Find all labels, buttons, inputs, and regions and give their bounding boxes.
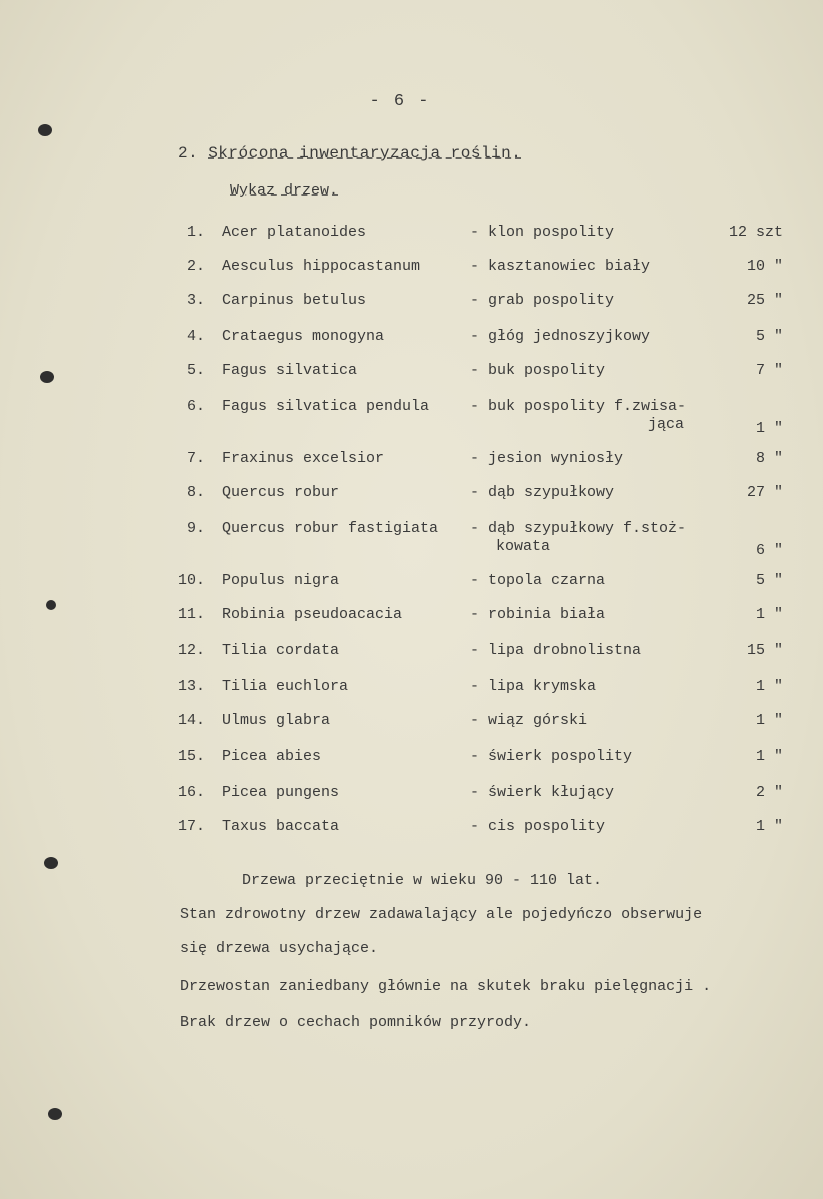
section-heading [178,144,521,162]
tree-count: 12 szt [728,224,783,241]
tree-row [0,678,823,702]
tree-latin-name: Fagus silvatica pendula [222,398,430,415]
tree-polish-name: - kasztanowiec biały [470,258,651,275]
tree-row [0,712,823,736]
tree-latin-name: Tilia euchlora [222,678,349,695]
tree-count: 1 " [755,818,783,835]
tree-row [0,398,823,437]
tree-polish-name: - wiąz górski [470,712,588,729]
tree-count: 10 " [746,258,783,275]
tree-count: 1 " [755,748,783,765]
subsection-title: Wykaz drzew. [230,182,339,199]
tree-number: 15. [177,748,205,765]
tree-count: 1 " [755,420,783,437]
tree-row [0,784,823,808]
tree-count: 27 " [746,484,783,501]
tree-number: 12. [177,642,205,659]
tree-count: 5 " [755,572,783,589]
tree-latin-name: Quercus robur [222,484,340,501]
tree-count: 1 " [755,712,783,729]
tree-polish-name: - głóg jednoszyjkowy [470,328,651,345]
tree-latin-name: Aesculus hippocastanum [222,258,421,275]
tree-latin-name: Fagus silvatica [222,362,358,379]
tree-count: 8 " [755,450,783,467]
tree-number: 6. [186,398,205,415]
tree-number: 10. [177,572,205,589]
tree-row [0,362,823,386]
tree-polish-name-continued: kowata [496,538,551,555]
tree-row [0,572,823,596]
tree-polish-name: - grab pospolity [470,292,615,309]
tree-number: 17. [177,818,205,835]
tree-number: 9. [186,520,205,537]
tree-row [0,818,823,842]
note-line: Drzewostan zaniedbany głównie na skutek braku pielęgnacji . [180,978,712,995]
section-title: Skrócona inwentaryzacja roślin. [208,144,522,162]
tree-polish-name: - lipa krymska [470,678,597,695]
tree-polish-name: - topola czarna [470,572,606,589]
tree-count: 15 " [746,642,783,659]
note-line: się drzewa usychające. [180,940,379,957]
tree-row [0,450,823,474]
tree-polish-name: - jesion wyniosły [470,450,624,467]
tree-latin-name: Fraxinus excelsior [222,450,385,467]
tree-number: 1. [186,224,205,241]
tree-count: 1 " [755,606,783,623]
punch-hole-mark [38,124,52,136]
tree-number: 5. [186,362,205,379]
tree-polish-name: - dąb szypułkowy [470,484,615,501]
tree-number: 14. [177,712,205,729]
note-line: Stan zdrowotny drzew zadawalający ale pojedyńczo obserwuje [180,906,703,923]
tree-row [0,642,823,666]
tree-polish-name: - buk pospolity [470,362,606,379]
tree-latin-name: Taxus baccata [222,818,340,835]
tree-latin-name: Quercus robur fastigiata [222,520,439,537]
tree-number: 13. [177,678,205,695]
tree-row [0,520,823,559]
tree-row [0,292,823,316]
tree-polish-name: - świerk pospolity [470,748,633,765]
tree-count: 6 " [755,542,783,559]
tree-number: 11. [177,606,205,623]
tree-row [0,484,823,508]
tree-latin-name: Acer platanoides [222,224,367,241]
tree-number: 8. [186,484,205,501]
tree-row [0,224,823,248]
tree-polish-name: - buk pospolity f.zwisa- [470,398,687,415]
tree-latin-name: Populus nigra [222,572,340,589]
tree-count: 1 " [755,678,783,695]
tree-row [0,328,823,352]
tree-row [0,606,823,630]
tree-number: 7. [186,450,205,467]
tree-polish-name: - świerk kłujący [470,784,615,801]
tree-polish-name: - dąb szypułkowy f.stoż- [470,520,687,537]
tree-latin-name: Carpinus betulus [222,292,367,309]
tree-latin-name: Picea abies [222,748,322,765]
tree-count: 2 " [755,784,783,801]
tree-count: 7 " [755,362,783,379]
page-number: - 6 - [369,92,431,111]
tree-number: 3. [186,292,205,309]
tree-number: 16. [177,784,205,801]
tree-number: 2. [186,258,205,275]
punch-hole-mark [44,857,58,869]
tree-polish-name-continued: jąca [648,416,685,433]
tree-latin-name: Picea pungens [222,784,340,801]
note-line: Brak drzew o cechach pomników przyrody. [180,1014,532,1031]
tree-latin-name: Crataegus monogyna [222,328,385,345]
tree-polish-name: - robinia biała [470,606,606,623]
tree-latin-name: Robinia pseudoacacia [222,606,403,623]
section-number: 2. [178,144,199,162]
tree-polish-name: - lipa drobnolistna [470,642,642,659]
tree-count: 5 " [755,328,783,345]
tree-count: 25 " [746,292,783,309]
tree-polish-name: - klon pospolity [470,224,615,241]
tree-row [0,748,823,772]
tree-latin-name: Ulmus glabra [222,712,331,729]
tree-polish-name: - cis pospolity [470,818,606,835]
tree-latin-name: Tilia cordata [222,642,340,659]
punch-hole-mark [48,1108,62,1120]
tree-row [0,258,823,282]
tree-number: 4. [186,328,205,345]
note-line: Drzewa przeciętnie w wieku 90 - 110 lat. [242,872,603,889]
